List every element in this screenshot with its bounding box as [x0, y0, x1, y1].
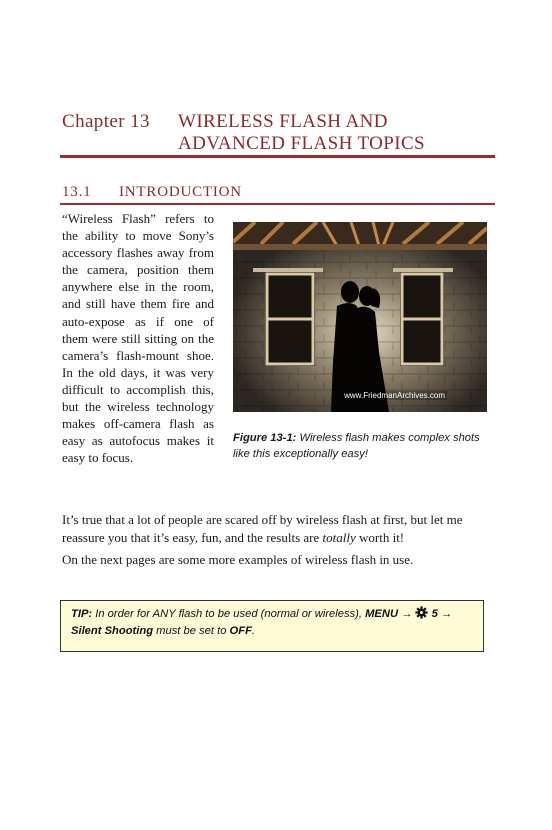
- tip-arrow-1: →: [398, 608, 416, 620]
- figure-caption-text: Wireless flash makes complex shots like this exceptionally easy!: [233, 432, 480, 460]
- chapter-number: Chapter 13: [62, 111, 150, 132]
- figure-photo: [233, 222, 487, 412]
- tip-setting: Silent Shooting: [71, 625, 154, 637]
- tip-end: .: [251, 625, 256, 637]
- tip-label: TIP:: [71, 608, 93, 620]
- section-divider: [60, 203, 495, 205]
- paragraph-2-emphasis: totally: [322, 529, 356, 545]
- chapter-title-line2: ADVANCED FLASH TOPICS: [178, 133, 426, 154]
- wedding-silhouette-photo: [233, 222, 487, 412]
- paragraph-2-before: It’s true that a lot of people are scared off by wireless flash at first, but let me reassure you that it’s easy, fun, and the results are: [62, 512, 463, 545]
- paragraph-2: [62, 511, 496, 546]
- chapter-title: [178, 111, 498, 155]
- chapter-divider: [60, 155, 495, 158]
- tip-text-2: must be set to: [153, 625, 230, 637]
- chapter-title-line1: WIRELESS FLASH AND: [178, 111, 388, 132]
- tip-arrow-2: →: [440, 608, 453, 620]
- tip-value: OFF: [229, 625, 252, 637]
- intro-paragraph: “Wireless Flash” refers to the ability to move Sony’s accessory flashes away from the camera, position them anywhere else in the room, and still have them fire and auto-expose as if one of them were still sitting on the camera’s flash-mount shoe. In the old days, it was very difficult to accomplish this, but the wireless technology makes off-camera flash as easy as autofocus makes it easy to focus.: [62, 211, 214, 466]
- section-title: INTRODUCTION: [119, 184, 242, 200]
- paragraph-3: On the next pages are some more examples of wireless flash in use.: [62, 552, 414, 567]
- tip-tab-number: 5: [428, 608, 441, 620]
- photo-watermark: www.FriedmanArchives.com: [344, 391, 445, 400]
- tip-menu: MENU: [365, 608, 399, 620]
- tip-box: [60, 600, 484, 652]
- figure-caption: [233, 430, 493, 462]
- figure-label: Figure 13-1:: [233, 432, 297, 444]
- paragraph-2-after: worth it!: [355, 529, 405, 545]
- gear-icon: [415, 606, 428, 619]
- section-number: 13.1: [62, 184, 92, 200]
- tip-text-1: In order for ANY flash to be used (normal or wireless),: [92, 608, 366, 620]
